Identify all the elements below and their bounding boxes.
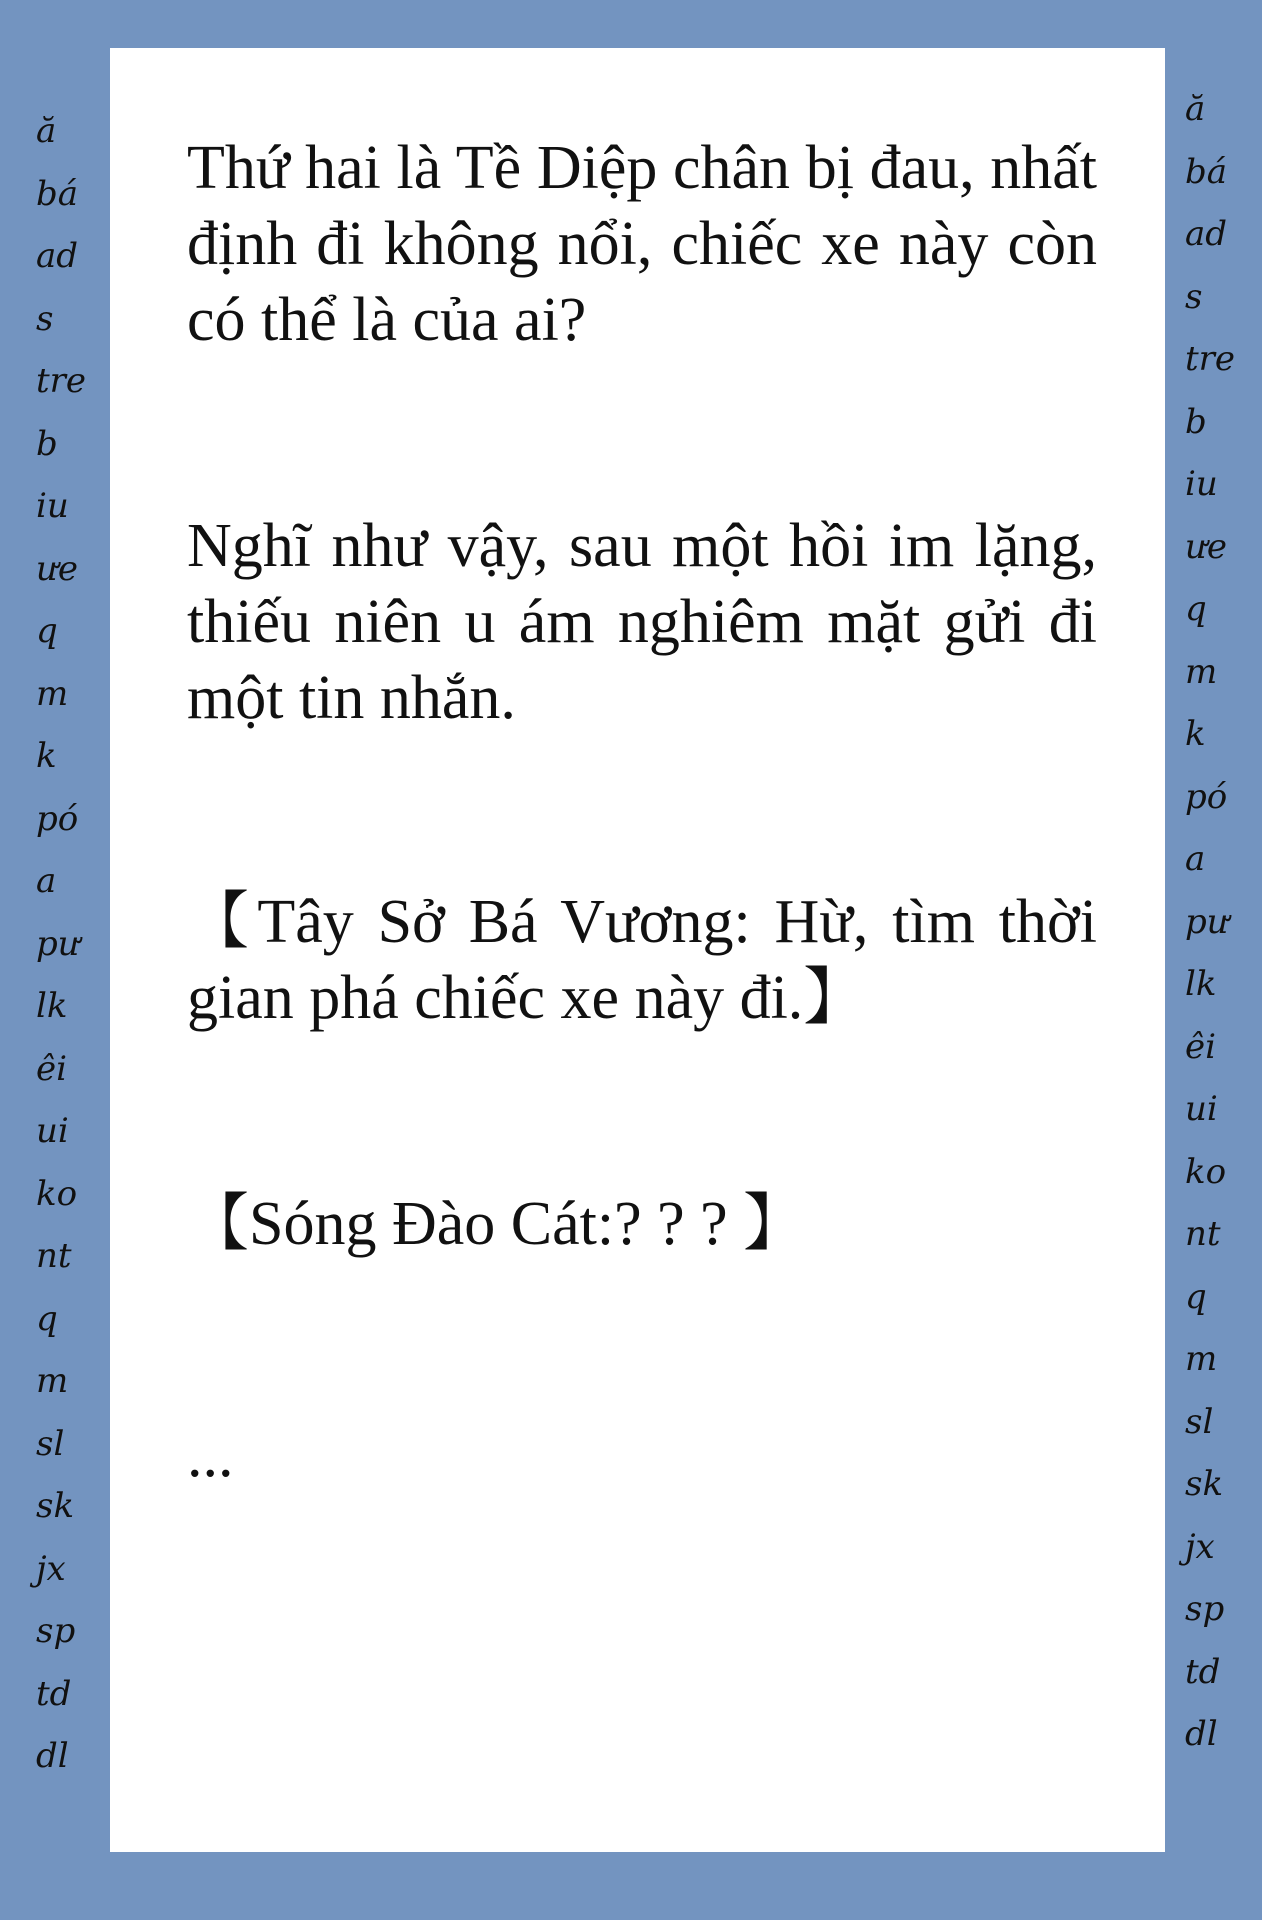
margin-glyph: q	[36, 1298, 58, 1339]
margin-glyph: dl	[36, 1736, 69, 1776]
margin-glyph: pó	[36, 798, 79, 839]
margin-glyph: td	[1185, 1651, 1221, 1692]
margin-glyph: sl	[1185, 1401, 1214, 1442]
margin-glyph: ă	[36, 111, 57, 151]
margin-glyph: lk	[1185, 964, 1217, 1004]
right-margin-watermark	[1185, 78, 1262, 1766]
margin-glyph: sk	[1185, 1464, 1224, 1504]
margin-glyph: bá	[36, 173, 79, 214]
margin-glyph: ui	[36, 1111, 69, 1151]
margin-glyph: b	[36, 423, 58, 464]
paragraph-3: 【Tây Sở Bá Vương: Hừ, tìm thời gian phá chiếc xe này đi.】	[187, 888, 1097, 1032]
margin-glyph: ko	[36, 1173, 78, 1214]
margin-glyph: sp	[36, 1611, 76, 1651]
margin-glyph: sp	[1185, 1589, 1225, 1629]
margin-glyph: nt	[36, 1236, 72, 1276]
margin-glyph: sk	[36, 1486, 75, 1526]
margin-glyph: jx	[36, 1548, 66, 1589]
margin-glyph: pó	[1185, 776, 1228, 817]
margin-glyph: lk	[36, 986, 68, 1026]
margin-glyph: ưe	[1185, 526, 1228, 567]
margin-glyph: ă	[1185, 89, 1206, 129]
margin-glyph: tre	[1185, 339, 1236, 379]
margin-glyph: nt	[1185, 1214, 1221, 1254]
margin-glyph: m	[1185, 1339, 1218, 1379]
margin-glyph: m	[36, 673, 69, 714]
margin-glyph: sl	[36, 1423, 65, 1464]
margin-glyph: s	[36, 298, 54, 339]
margin-glyph: s	[1185, 276, 1203, 317]
margin-glyph: dl	[1185, 1714, 1218, 1754]
paragraph-4: 【Sóng Đào Cát:? ? ? 】	[187, 1190, 806, 1258]
margin-glyph: b	[1185, 401, 1207, 442]
margin-glyph: k	[36, 736, 57, 776]
paragraph-5: ...	[187, 1422, 234, 1490]
margin-glyph: q	[36, 611, 58, 651]
margin-glyph: êi	[1185, 1026, 1216, 1067]
margin-glyph: jx	[1185, 1526, 1215, 1567]
margin-glyph: bá	[1185, 151, 1228, 192]
margin-glyph: td	[36, 1673, 72, 1714]
margin-glyph: pư	[1185, 901, 1229, 942]
margin-glyph: m	[36, 1361, 69, 1401]
paragraph-2: Nghĩ như vậy, sau một hồi im lặng, thiếu niên u ám nghiêm mặt gửi đi một tin nhắn.	[187, 512, 1097, 732]
margin-glyph: q	[1185, 1276, 1207, 1317]
margin-glyph: êi	[36, 1048, 67, 1089]
margin-glyph: iu	[1185, 464, 1218, 504]
margin-glyph: q	[1185, 589, 1207, 629]
margin-glyph: tre	[36, 361, 87, 401]
margin-glyph: ad	[1185, 214, 1228, 254]
margin-glyph: pư	[36, 923, 80, 964]
margin-glyph: m	[1185, 651, 1218, 692]
margin-glyph: iu	[36, 486, 69, 526]
margin-glyph: ưe	[36, 548, 79, 589]
margin-glyph: ui	[1185, 1089, 1218, 1129]
paragraph-1: Thứ hai là Tề Diệp chân bị đau, nhất định đi không nổi, chiếc xe này còn có thể là của ai?	[187, 134, 1097, 354]
margin-glyph: ko	[1185, 1151, 1227, 1192]
margin-glyph: a	[1185, 839, 1206, 879]
left-margin-watermark	[36, 100, 116, 1788]
margin-glyph: a	[36, 861, 57, 901]
margin-glyph: k	[1185, 714, 1206, 754]
margin-glyph: ad	[36, 236, 79, 276]
